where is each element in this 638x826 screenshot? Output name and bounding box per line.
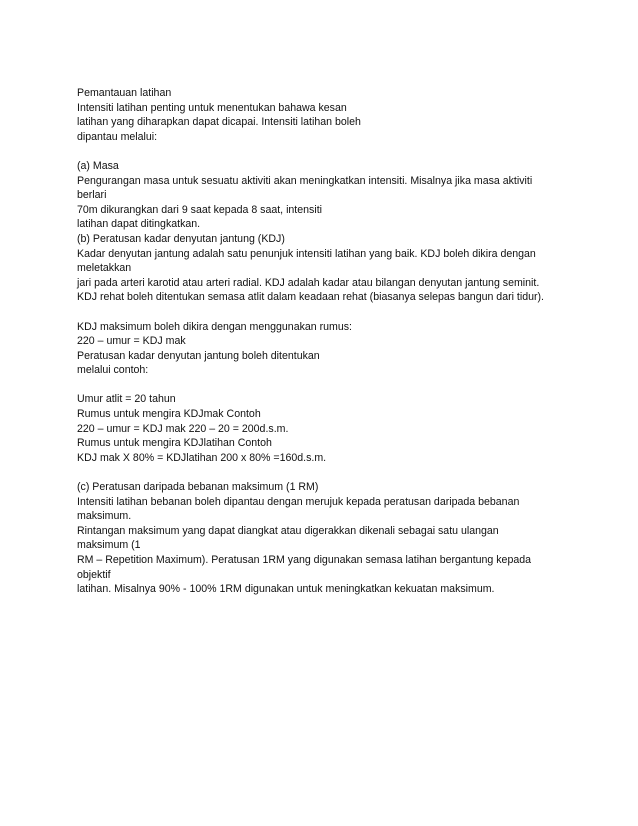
- text-line: Umur atlit = 20 tahun: [77, 393, 176, 406]
- text-line: 70m dikurangkan dari 9 saat kepada 8 saat, intensiti: [77, 203, 322, 216]
- text-line: maksimum.: [77, 510, 132, 523]
- document-body: [77, 86, 597, 597]
- subheading-kdj: (b) Peratusan kadar denyutan jantung (KDJ): [77, 232, 285, 245]
- text-line: Intensiti latihan bebanan boleh dipantau dengan merujuk kepada peratusan daripada bebanan: [77, 495, 520, 508]
- text-line: latihan. Misalnya 90% - 100% 1RM digunakan untuk meningkatkan kekuatan maksimum.: [77, 583, 495, 596]
- text-line: Rintangan maksimum yang dapat diangkat atau digerakkan dikenali sebagai satu ulangan: [77, 524, 499, 537]
- text-line: Kadar denyutan jantung adalah satu penunjuk intensiti latihan yang baik. KDJ boleh dikira dengan: [77, 247, 536, 260]
- blank-line: [77, 305, 597, 320]
- blank-line: [77, 465, 597, 480]
- text-line: meletakkan: [77, 262, 132, 275]
- text-line: KDJ rehat boleh ditentukan semasa atlit dalam keadaan rehat (biasanya selepas bangun dari tidur).: [77, 291, 544, 304]
- text-line: Rumus untuk mengira KDJlatihan Contoh: [77, 437, 272, 450]
- text-line: KDJ maksimum boleh dikira dengan menggunakan rumus:: [77, 320, 352, 333]
- blank-line: [77, 378, 597, 393]
- blank-line: [77, 144, 597, 159]
- text-line: latihan yang diharapkan dapat dicapai. Intensiti latihan boleh: [77, 116, 361, 129]
- text-line: melalui contoh:: [77, 364, 149, 377]
- text-line: Peratusan kadar denyutan jantung boleh ditentukan: [77, 349, 320, 362]
- formula-line: 220 – umur = KDJ mak: [77, 335, 186, 348]
- text-line: berlari: [77, 189, 107, 202]
- formula-line: KDJ mak X 80% = KDJlatihan 200 x 80% =160d.s.m.: [77, 451, 327, 464]
- text-line: Pengurangan masa untuk sesuatu aktiviti akan meningkatkan intensiti. Misalnya jika masa aktiviti: [77, 174, 533, 187]
- text-line: objektif: [77, 568, 111, 581]
- text-line: maksimum (1: [77, 539, 141, 552]
- text-line: Rumus untuk mengira KDJmak Contoh: [77, 408, 261, 421]
- text-line: latihan dapat ditingkatkan.: [77, 218, 201, 231]
- subheading-rm: (c) Peratusan daripada bebanan maksimum (1 RM): [77, 481, 319, 494]
- subheading-masa: (a) Masa: [77, 159, 119, 172]
- text-line: jari pada arteri karotid atau arteri radial. KDJ adalah kadar atau bilangan denyutan jantung seminit.: [77, 276, 540, 289]
- text-line: RM – Repetition Maximum). Peratusan 1RM yang digunakan semasa latihan bergantung kepada: [77, 554, 532, 566]
- text-line: Intensiti latihan penting untuk menentukan bahawa kesan: [77, 101, 347, 114]
- section-title: Pemantauan latihan: [77, 87, 172, 99]
- text-line: dipantau melalui:: [77, 130, 158, 143]
- formula-line: 220 – umur = KDJ mak 220 – 20 = 200d.s.m.: [77, 422, 289, 435]
